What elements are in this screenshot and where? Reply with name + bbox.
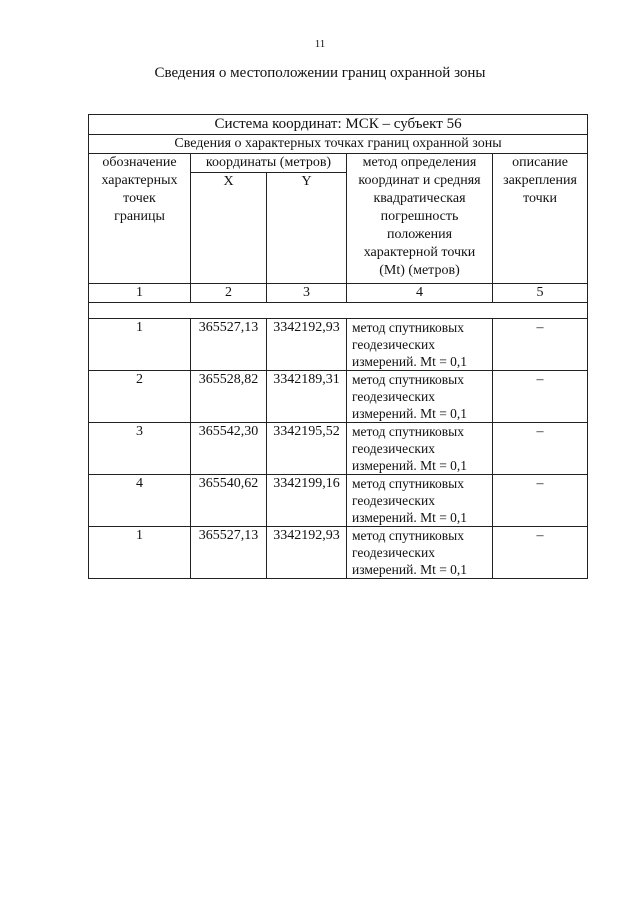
document-title: Сведения о местоположении границ охранной зоны: [154, 65, 486, 81]
point-cell: 2: [89, 371, 191, 423]
table-row: [89, 319, 588, 371]
method-cell: метод спутниковых геодезических измерений. Mt = 0,1: [347, 527, 493, 579]
table-row: [89, 475, 588, 527]
empty-separator-row: [89, 303, 588, 319]
y-cell: 3342192,93: [267, 319, 347, 371]
col-header-point: обозначение характерных точек границы: [89, 154, 191, 284]
coordinates-table: [88, 114, 588, 579]
column-number: 5: [493, 284, 588, 303]
y-cell: 3342199,16: [267, 475, 347, 527]
point-cell: 1: [89, 319, 191, 371]
method-cell: метод спутниковых геодезических измерений. Mt = 0,1: [347, 319, 493, 371]
x-cell: 365527,13: [191, 319, 267, 371]
y-cell: 3342195,52: [267, 423, 347, 475]
table-row: [89, 371, 588, 423]
page-number: 11: [314, 38, 326, 50]
method-cell: метод спутниковых геодезических измерений. Mt = 0,1: [347, 475, 493, 527]
x-cell: 365527,13: [191, 527, 267, 579]
point-cell: 3: [89, 423, 191, 475]
method-cell: метод спутниковых геодезических измерений. Mt = 0,1: [347, 423, 493, 475]
description-cell: –: [493, 527, 588, 579]
description-cell: –: [493, 423, 588, 475]
y-cell: 3342189,31: [267, 371, 347, 423]
column-number: 4: [347, 284, 493, 303]
col-header-method: метод определения координат и средняя квадратическая погрешность положения характерной точки (Mt) (метров): [347, 154, 493, 284]
description-cell: –: [493, 475, 588, 527]
col-header-x: X: [191, 173, 267, 284]
col-header-coords: координаты (метров): [191, 154, 347, 173]
table-row: [89, 527, 588, 579]
description-cell: –: [493, 371, 588, 423]
x-cell: 365540,62: [191, 475, 267, 527]
col-header-description: описание закрепления точки: [493, 154, 588, 284]
table-row: [89, 423, 588, 475]
description-cell: –: [493, 319, 588, 371]
column-number: 2: [191, 284, 267, 303]
column-number: 3: [267, 284, 347, 303]
section-header: Сведения о характерных точках границ охранной зоны: [89, 135, 588, 154]
point-cell: 1: [89, 527, 191, 579]
column-number: 1: [89, 284, 191, 303]
point-cell: 4: [89, 475, 191, 527]
x-cell: 365542,30: [191, 423, 267, 475]
x-cell: 365528,82: [191, 371, 267, 423]
coordinate-system-header: Система координат: МСК – субъект 56: [89, 115, 588, 135]
col-header-y: Y: [267, 173, 347, 284]
method-cell: метод спутниковых геодезических измерений. Mt = 0,1: [347, 371, 493, 423]
y-cell: 3342192,93: [267, 527, 347, 579]
